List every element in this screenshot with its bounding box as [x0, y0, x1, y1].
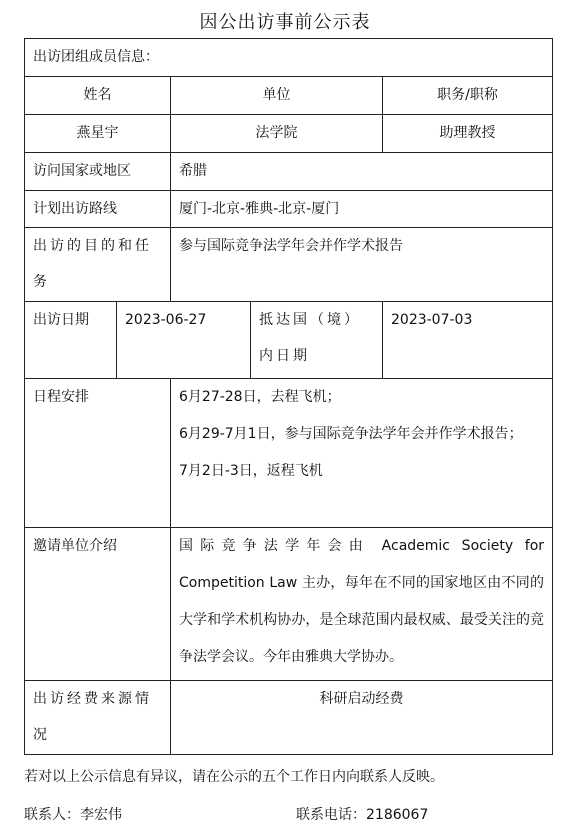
contact-phone [296, 804, 428, 824]
info-table [24, 38, 553, 755]
contact-phone-number: 2186067 [366, 807, 429, 823]
inviter-label: 邀请单位介绍 [25, 528, 171, 681]
schedule-line: 6月27-28日，去程飞机； [179, 389, 341, 405]
column-name-header: 姓名 [25, 77, 171, 115]
inviter-value: 国际竞争法学年会由 Academic Society for Competition Law 主办，每年在不同的国家地区由不同的大学和学术机构协办，是全球范围内最权威、最受关注的竞争法学会议。今年由雅典大学协办。 [171, 528, 553, 681]
purpose-value: 参与国际竞争法学年会并作学术报告 [171, 228, 553, 302]
contact-person [24, 804, 122, 824]
column-position-header: 职务/职称 [383, 77, 553, 115]
purpose-label: 出访的目的和任务 [25, 228, 171, 302]
route-label: 计划出访路线 [25, 191, 171, 228]
team-header: 出访团组成员信息： [25, 39, 553, 77]
country-label: 访问国家或地区 [25, 153, 171, 191]
depart-date-value: 2023-06-27 [117, 302, 251, 379]
funding-value: 科研启动经费 [171, 681, 553, 755]
schedule-line: 7月2日-3日，返程飞机 [179, 463, 323, 479]
page-title: 因公出访事前公示表 [199, 12, 371, 33]
contact-phone-label: 联系电话： [296, 807, 366, 823]
member-name: 燕星宇 [25, 115, 171, 153]
country-value: 希腊 [171, 153, 553, 191]
arrive-date-value: 2023-07-03 [383, 302, 553, 379]
contact-person-label: 联系人： [24, 807, 80, 823]
depart-date-label: 出访日期 [25, 302, 117, 379]
schedule-line: 6月29-7月1日，参与国际竞争法学年会并作学术报告； [179, 426, 523, 442]
column-unit-header: 单位 [171, 77, 383, 115]
member-unit: 法学院 [171, 115, 383, 153]
route-value: 厦门-北京-雅典-北京-厦门 [171, 191, 553, 228]
member-position: 助理教授 [383, 115, 553, 153]
funding-label: 出访经费来源情况 [25, 681, 171, 755]
objection-notice: 若对以上公示信息有异议，请在公示的五个工作日内向联系人反映。 [24, 769, 444, 785]
arrive-date-label: 抵达国（境）内日期 [251, 302, 383, 379]
schedule-value [171, 379, 553, 528]
contact-person-name: 李宏伟 [80, 807, 122, 823]
schedule-label: 日程安排 [25, 379, 171, 528]
